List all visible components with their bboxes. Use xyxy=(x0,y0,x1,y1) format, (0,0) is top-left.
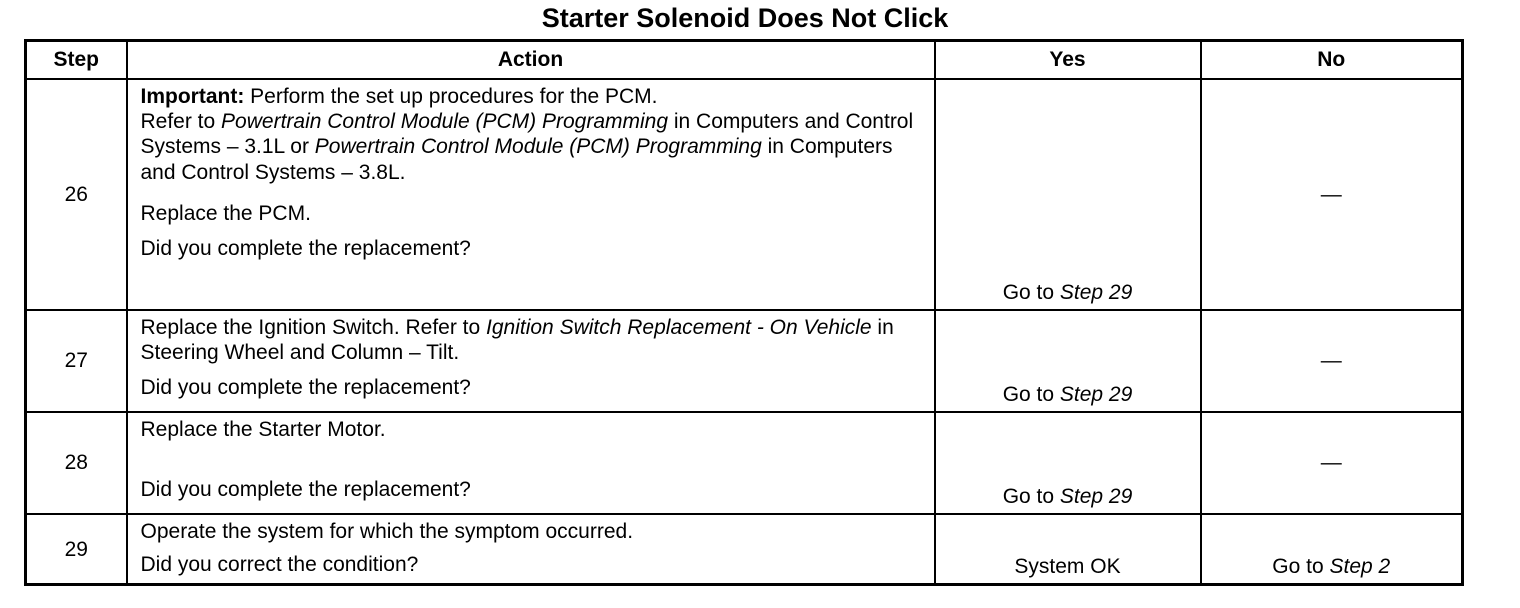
table-row xyxy=(26,310,1463,412)
action-cell xyxy=(127,310,935,412)
step-number: 26 xyxy=(26,79,127,310)
header-action: Action xyxy=(127,41,935,80)
action-cell xyxy=(127,79,935,310)
yes-prefix: Go to xyxy=(1002,382,1060,406)
yes-step-ref: Step 29 xyxy=(1059,484,1133,508)
yes-cell xyxy=(935,412,1201,514)
step-number: 29 xyxy=(26,514,127,585)
table-row xyxy=(26,412,1463,514)
yes-cell xyxy=(935,310,1201,412)
header-step: Step xyxy=(26,41,127,80)
diagnostic-table xyxy=(24,39,1464,586)
no-step-ref: Step 2 xyxy=(1329,555,1391,579)
refer-prefix: Refer to xyxy=(140,110,222,134)
table-row xyxy=(26,514,1463,585)
action-text xyxy=(141,84,924,185)
no-cell xyxy=(1201,514,1463,585)
action-cell xyxy=(127,514,935,585)
yes-prefix: Go to xyxy=(1002,484,1060,508)
step-number: 27 xyxy=(26,310,127,412)
instruction-prefix: Replace the Ignition Switch. Refer to xyxy=(140,316,487,339)
yes-cell xyxy=(935,79,1201,310)
action-cell xyxy=(127,412,935,514)
yes-step-ref: Step 29 xyxy=(1059,382,1133,406)
instruction: Replace the Starter Motor. xyxy=(140,418,386,441)
important-label: Important: xyxy=(140,85,245,108)
no-cell: — xyxy=(1201,412,1463,514)
important-text: Perform the set up procedures for the PCM. xyxy=(244,85,658,108)
question: Did you complete the replacement? xyxy=(140,376,471,400)
table-row xyxy=(26,79,1463,310)
yes-prefix: Go to xyxy=(1002,280,1060,304)
question: Did you correct the condition? xyxy=(140,553,419,577)
question: Did you complete the replacement? xyxy=(140,478,471,502)
yes-step-ref: Step 29 xyxy=(1059,280,1133,304)
instruction: Replace the PCM. xyxy=(140,201,311,225)
header-row xyxy=(26,41,1463,80)
header-yes: Yes xyxy=(935,41,1201,80)
action-text xyxy=(141,315,924,365)
no-cell: — xyxy=(1201,310,1463,412)
instruction: Operate the system for which the symptom occurred. xyxy=(140,520,634,543)
step-number: 28 xyxy=(26,412,127,514)
no-prefix: Go to xyxy=(1272,555,1330,579)
action-text-mid: in Computers and Control Systems – 3.1L or xyxy=(140,110,914,159)
action-text-suffix: in Computers and Control Systems – 3.8L. xyxy=(140,135,893,184)
reference-link: Ignition Switch Replacement - On Vehicle xyxy=(486,316,872,339)
page-title: Starter Solenoid Does Not Click xyxy=(541,3,949,33)
reference-link: Powertrain Control Module (PCM) Programming xyxy=(221,110,669,134)
reference-link: Powertrain Control Module (PCM) Programming xyxy=(314,135,762,159)
header-no: No xyxy=(1201,41,1463,80)
action-text-suffix: in Steering Wheel and Column – Tilt. xyxy=(140,316,894,365)
no-cell: — xyxy=(1201,79,1463,310)
question: Did you complete the replacement? xyxy=(140,236,471,260)
yes-cell: System OK xyxy=(935,514,1201,585)
